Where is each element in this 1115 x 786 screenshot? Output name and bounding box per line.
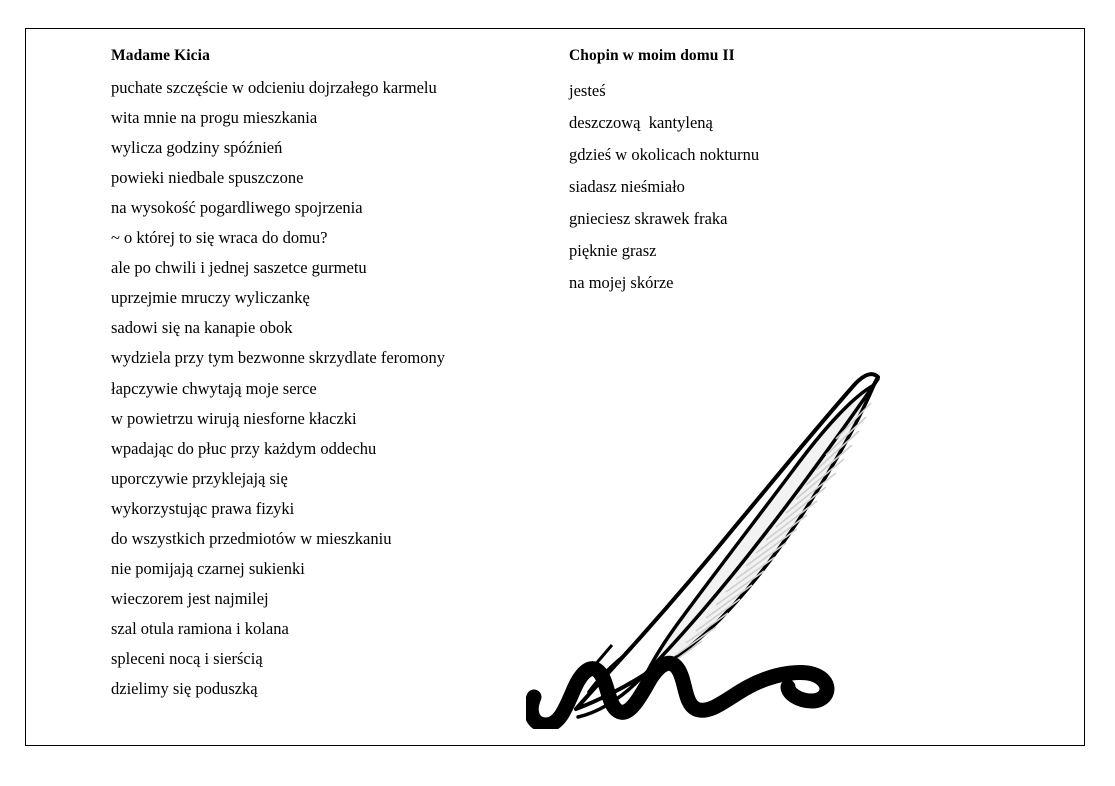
poem-line: spleceni nocą i sierścią	[111, 649, 263, 669]
poem-line: na wysokość pogardliwego spojrzenia	[111, 197, 363, 217]
poem-line: wpadając do płuc przy każdym oddechu	[111, 438, 377, 458]
poem-line: łapczywie chwytają moje serce	[111, 378, 317, 398]
poem-line: wydziela przy tym bezwonne skrzydlate feromony	[111, 348, 446, 368]
poem-title: Chopin w moim domu II	[569, 47, 735, 64]
poem-line: uprzejmie mruczy wyliczankę	[111, 288, 310, 308]
poem-line: gdzieś w okolicach nokturnu	[569, 144, 760, 164]
poem-line: pięknie grasz	[569, 240, 657, 260]
poem-line: szal otula ramiona i kolana	[111, 619, 289, 639]
poem-line: wita mnie na progu mieszkania	[111, 107, 318, 127]
poem-line: dzielimy się poduszką	[111, 679, 258, 699]
poem-line: jesteś	[569, 80, 606, 100]
poem-columns	[26, 29, 1084, 745]
quill-pen-illustration	[526, 349, 886, 729]
document-page	[25, 28, 1085, 746]
poem-line: wykorzystując prawa fizyki	[111, 498, 295, 518]
poem-line: ~ o której to się wraca do domu?	[111, 228, 328, 248]
poem-madame-kicia	[111, 47, 531, 712]
poem-line: uporczywie przyklejają się	[111, 468, 288, 488]
poem-line: wylicza godziny spóźnień	[111, 137, 283, 157]
poem-line: do wszystkich przedmiotów w mieszkaniu	[111, 529, 392, 548]
poem-line: ale po chwili i jednej saszetce gurmetu	[111, 258, 367, 278]
poem-line: puchate szczęście w odcieniu dojrzałego karmelu	[111, 77, 437, 97]
poem-line: na mojej skórze	[569, 272, 674, 292]
poem-chopin-w-moim-domu-ii	[569, 47, 969, 307]
poem-line: sadowi się na kanapie obok	[111, 318, 293, 338]
poem-line: gnieciesz skrawek fraka	[569, 208, 728, 228]
poem-line: nie pomijają czarnej sukienki	[111, 559, 305, 579]
poem-line: wieczorem jest najmilej	[111, 589, 269, 609]
poem-line: powieki niedbale spuszczone	[111, 167, 304, 187]
poem-line: deszczową kantyleną	[569, 112, 713, 132]
poem-line: w powietrzu wirują niesforne kłaczki	[111, 408, 357, 428]
poem-line: siadasz nieśmiało	[569, 176, 685, 196]
poem-title: Madame Kicia	[111, 47, 210, 64]
